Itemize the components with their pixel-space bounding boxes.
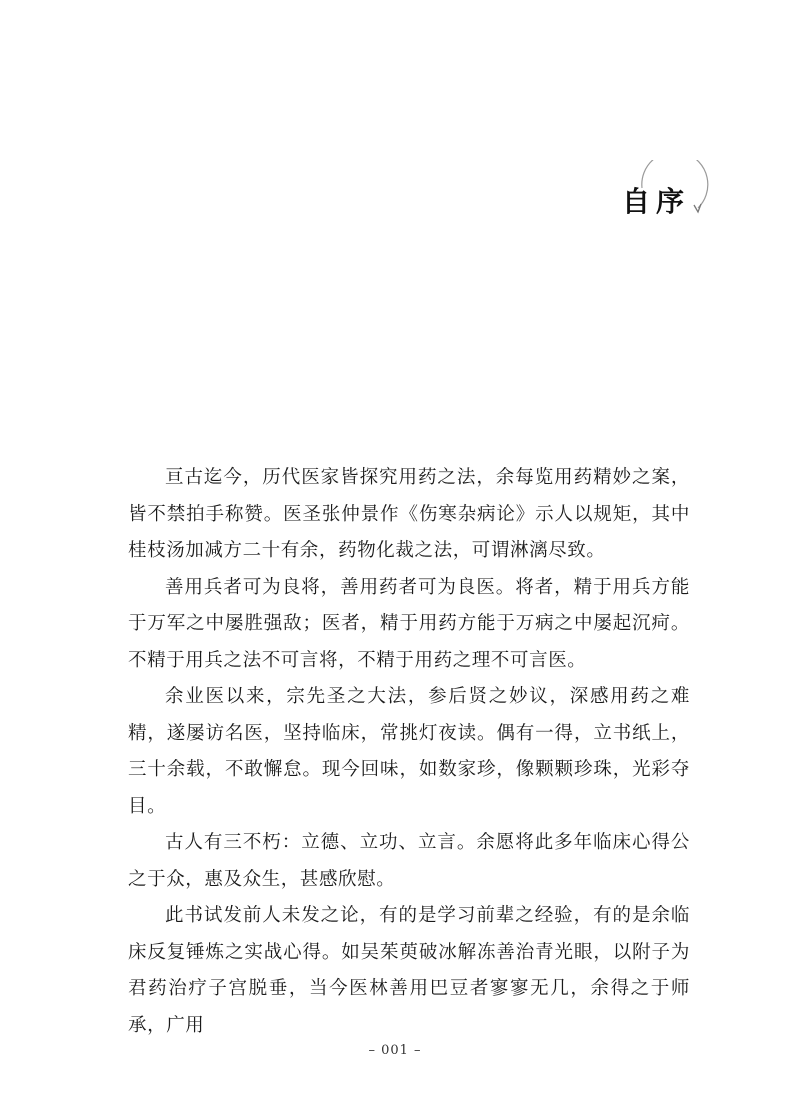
paragraph-5: 此书试发前人未发之论，有的是学习前辈之经验，有的是余临床反复锤炼之实战心得。如吴茱萸破冰解冻善治青光眼，以附子为君药治疗子宫脱垂，当今医林善用巴豆者寥寥无几，余得之于师承，广用	[128, 905, 690, 1036]
paragraph-1: 亘古迄今，历代医家皆探究用药之法，余每览用药精妙之案，皆不禁拍手称赞。医圣张仲景作《伤寒杂病论》示人以规矩，其中桂枝汤加减方二十有余，药物化裁之法，可谓淋漓尽致。	[128, 467, 690, 561]
paragraph-2: 善用兵者可为良将，善用药者可为良医。将者，精于用兵方能于万军之中屡胜强敌；医者，精于用药方能于万病之中屡起沉疴。不精于用兵之法不可言将，不精于用药之理不可言医。	[128, 576, 690, 671]
paragraph-3: 余业医以来，宗先圣之大法，参后贤之妙议，深感用药之难精，遂屡访名医，坚持临床，常挑灯夜读。偶有一得，立书纸上，三十余载，不敢懈怠。现今回味，如数家珍，像颗颗珍珠，光彩夺目。	[128, 686, 690, 817]
page-number: – 001 –	[368, 1043, 422, 1058]
title-block	[600, 160, 720, 230]
paragraph-4: 古人有三不朽：立德、立功、立言。余愿将此多年临床心得公之于众，惠及众生，甚感欣慰。	[128, 832, 690, 890]
page-title: 自序	[622, 185, 691, 218]
preface-body	[128, 460, 690, 1044]
